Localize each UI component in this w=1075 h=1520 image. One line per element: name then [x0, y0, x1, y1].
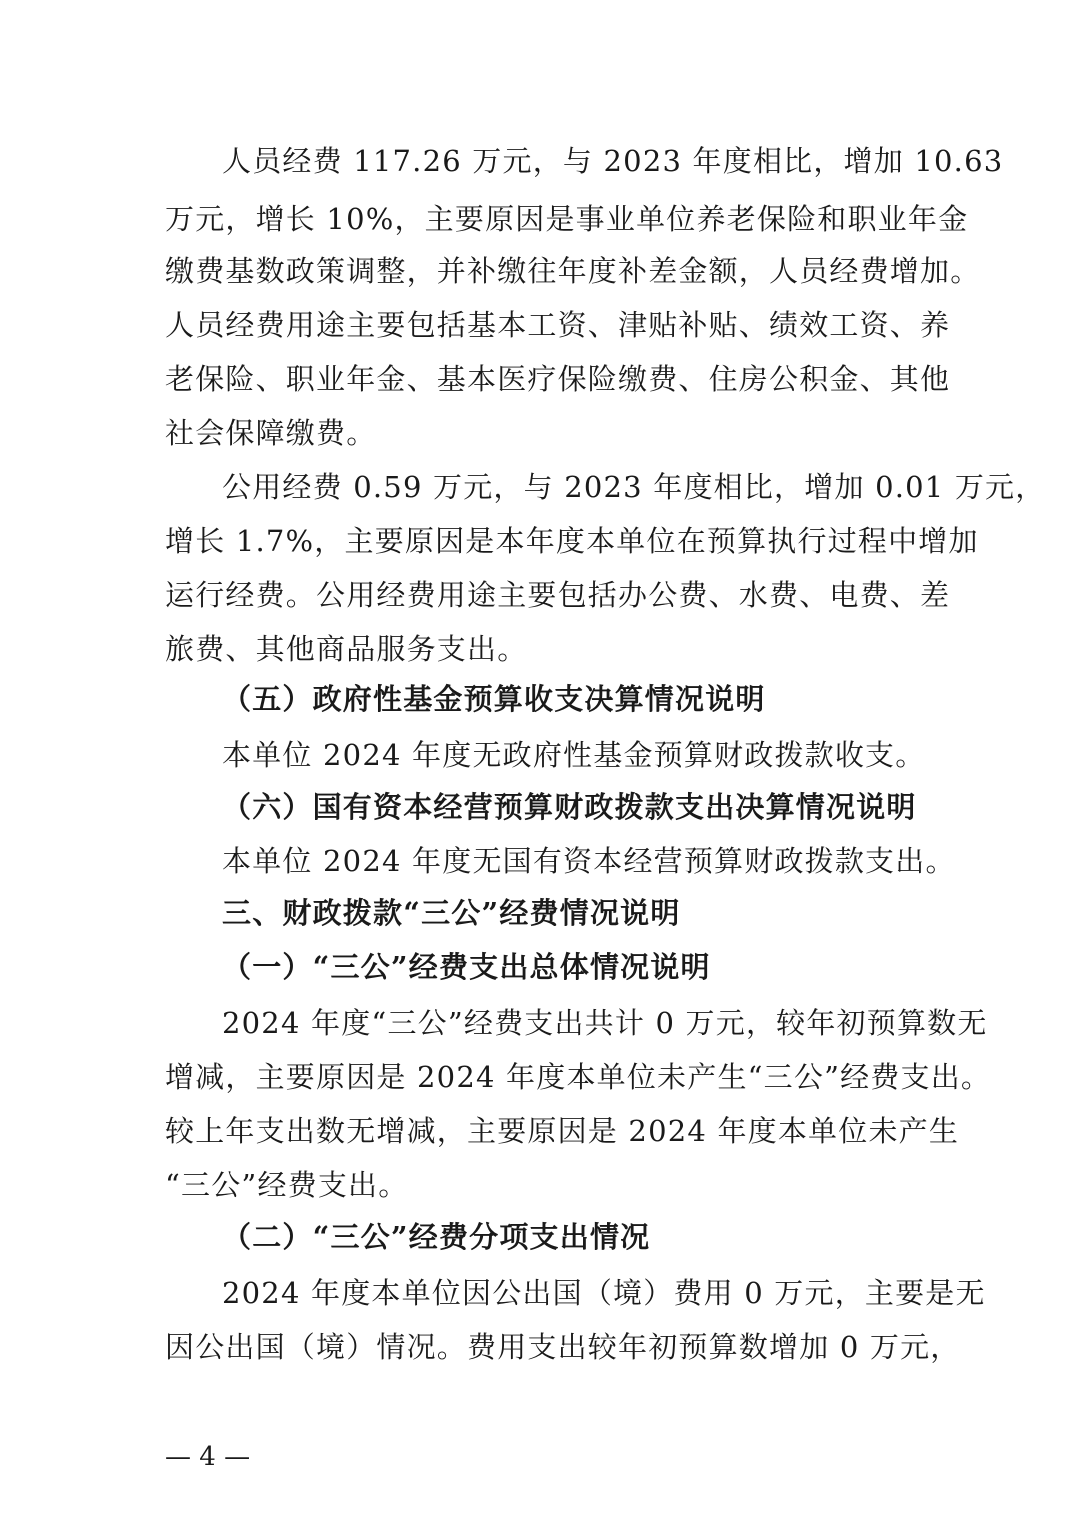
paragraph-state-capital: 本单位 2024 年度无国有资本经营预算财政拨款支出。	[222, 844, 956, 878]
paragraph-three-public-line-1: 2024 年度“三公”经费支出共计 0 万元，较年初预算数无	[222, 1006, 988, 1040]
paragraph-public-line-1: 公用经费 0.59 万元，与 2023 年度相比，增加 0.01 万元，	[222, 470, 1046, 504]
section-heading-three-public-overall: （一）“三公”经费支出总体情况说明	[222, 950, 711, 984]
paragraph-public-line-3: 运行经费。公用经费用途主要包括办公费、水费、电费、差	[165, 578, 951, 612]
paragraph-three-public-line-3: 较上年支出数无增减，主要原因是 2024 年度本单位未产生	[165, 1114, 960, 1148]
section-heading-government-fund: （五）政府性基金预算收支决算情况说明	[222, 682, 766, 716]
paragraph-government-fund: 本单位 2024 年度无政府性基金预算财政拨款收支。	[222, 738, 926, 772]
paragraph-public-line-4: 旅费、其他商品服务支出。	[165, 632, 528, 666]
section-heading-state-capital: （六）国有资本经营预算财政拨款支出决算情况说明	[222, 790, 917, 824]
paragraph-personnel-line-2: 万元，增长 10%，主要原因是事业单位养老保险和职业年金	[165, 202, 969, 236]
paragraph-personnel-line-1: 人员经费 117.26 万元，与 2023 年度相比，增加 10.63	[222, 144, 1004, 178]
chapter-heading-three-public: 三、财政拨款“三公”经费情况说明	[222, 896, 681, 930]
paragraph-personnel-line-5: 老保险、职业年金、基本医疗保险缴费、住房公积金、其他	[165, 362, 951, 396]
page-number: — 4 —	[165, 1442, 251, 1472]
paragraph-personnel-line-4: 人员经费用途主要包括基本工资、津贴补贴、绩效工资、养	[165, 308, 951, 342]
paragraph-itemized-line-2: 因公出国（境）情况。费用支出较年初预算数增加 0 万元，	[165, 1330, 961, 1364]
paragraph-three-public-line-4: “三公”经费支出。	[165, 1168, 409, 1202]
section-heading-three-public-itemized: （二）“三公”经费分项支出情况	[222, 1220, 651, 1254]
paragraph-itemized-line-1: 2024 年度本单位因公出国（境）费用 0 万元，主要是无	[222, 1276, 986, 1310]
paragraph-personnel-line-6: 社会保障缴费。	[165, 416, 377, 450]
paragraph-personnel-line-3: 缴费基数政策调整，并补缴往年度补差金额，人员经费增加。	[165, 254, 981, 288]
paragraph-public-line-2: 增长 1.7%，主要原因是本年度本单位在预算执行过程中增加	[165, 524, 979, 558]
paragraph-three-public-line-2: 增减，主要原因是 2024 年度本单位未产生“三公”经费支出。	[165, 1060, 992, 1094]
